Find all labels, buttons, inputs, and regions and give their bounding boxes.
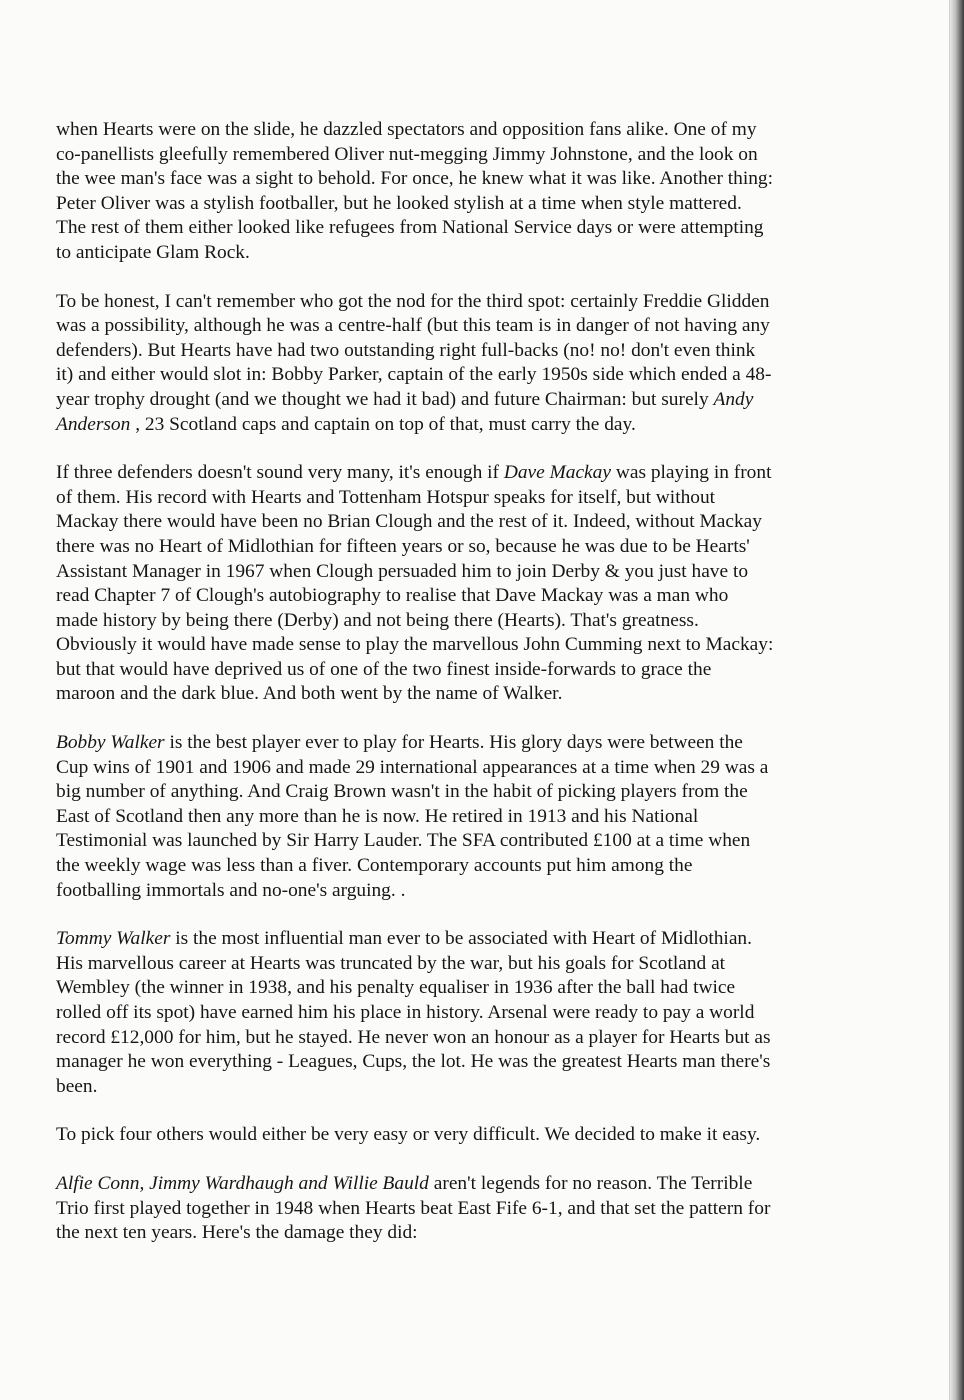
text-run: is the most influential man ever to be associated with Heart of Midlothian. — [175, 928, 752, 950]
text-run: year trophy drought (and we thought we had it bad) and future Chairman: but surely — [56, 388, 709, 410]
text-line: Wembley (the winner in 1938, and his penalty equaliser in 1936 after the ball had twice — [56, 977, 736, 999]
text-run: is the best player ever to play for Hearts. His glory days were between the — [169, 732, 743, 754]
text-line: To pick four others would either be very easy or very difficult. We decided to make it easy. — [56, 1124, 761, 1146]
text-line: the next ten years. Here's the damage they did: — [56, 1222, 418, 1244]
paragraph-tommy-walker — [56, 927, 906, 1099]
text-line: The rest of them either looked like refugees from National Service days or were attempting — [56, 217, 764, 239]
player-name-tommy-walker: Tommy Walker — [56, 928, 171, 950]
text-run: aren't legends for no reason. The Terrible — [433, 1172, 753, 1194]
text-line: defenders). But Hearts have had two outstanding right full-backs (no! no! don't even think — [56, 339, 756, 361]
text-line: Peter Oliver was a stylish footballer, but he looked stylish at a time when style mattered. — [56, 192, 742, 214]
text-line: Testimonial was launched by Sir Harry Lauder. The SFA contributed £100 at a time when — [56, 830, 751, 852]
text-line: when Hearts were on the slide, he dazzled spectators and opposition fans alike. One of my — [56, 119, 757, 140]
page-edge-shadow — [950, 0, 964, 1400]
text-line: rolled off its spot) have earned him his place in history. Arsenal were ready to pay a world — [56, 1002, 755, 1023]
text-line: of them. His record with Hearts and Tottenham Hotspur speaks for itself, but without — [56, 486, 716, 508]
paragraph-terrible-trio — [56, 1172, 906, 1246]
text-run: was playing in front — [615, 462, 772, 484]
text-line: Assistant Manager in 1967 when Clough persuaded him to join Derby & you just have to — [56, 560, 749, 582]
player-names-terrible-trio: Alfie Conn, Jimmy Wardhaugh and Willie Bauld — [56, 1172, 429, 1194]
text-run: , 23 Scotland caps and captain on top of that, must carry the day. — [135, 413, 636, 435]
text-line: Cup wins of 1901 and 1906 and made 29 international appearances at a time when 29 was a — [56, 756, 769, 778]
player-name-dave-mackay: Dave Mackay — [503, 462, 611, 484]
paragraph-peter-oliver — [56, 118, 906, 266]
text-line: big number of anything. And Craig Brown wasn't in the habit of picking players from the — [56, 781, 748, 803]
text-line: the weekly wage was less than a fiver. Contemporary accounts put him among the — [56, 855, 693, 877]
body-text — [56, 118, 906, 1270]
paragraph-bobby-walker — [56, 731, 906, 903]
paragraph-pick-four — [56, 1123, 906, 1148]
text-line: it) and either would slot in: Bobby Parker, captain of the early 1950s side which ended a 48- — [56, 364, 772, 386]
text-line: footballing immortals and no-one's arguing. . — [56, 879, 406, 901]
player-name-andy-anderson: Anderson — [56, 413, 131, 435]
text-line — [56, 1172, 906, 1197]
text-line: there was no Heart of Midlothian for fifteen years or so, because he was due to be Hearts' — [56, 535, 750, 557]
text-line: was a possibility, although he was a centre-half (but this team is in danger of not having any — [56, 315, 770, 337]
text-line: the wee man's face was a sight to behold. For once, he knew what it was like. Another thing: — [56, 168, 773, 190]
text-line — [56, 413, 906, 438]
paragraph-dave-mackay — [56, 461, 906, 707]
paragraph-third-spot — [56, 290, 906, 438]
text-line: to anticipate Glam Rock. — [56, 241, 250, 263]
text-line — [56, 927, 906, 952]
player-name-andy-anderson: Andy — [713, 388, 754, 410]
text-line: maroon and the dark blue. And both went by the name of Walker. — [56, 683, 563, 705]
text-line: Mackay there would have been no Brian Clough and the rest of it. Indeed, without Mackay — [56, 511, 762, 533]
text-line: made history by being there (Derby) and not being there (Hearts). That's greatness. — [56, 609, 699, 631]
text-line: Trio first played together in 1948 when Hearts beat East Fife 6-1, and that set the pattern for — [56, 1197, 771, 1219]
text-line: To be honest, I can't remember who got the nod for the third spot: certainly Freddie Glidden — [56, 290, 770, 312]
text-line: Obviously it would have made sense to play the marvellous John Cumming next to Mackay: — [56, 634, 774, 656]
text-line: but that would have deprived us of one of the two finest inside-forwards to grace the — [56, 658, 712, 680]
text-line: read Chapter 7 of Clough's autobiography to realise that Dave Mackay was a man who — [56, 585, 729, 607]
text-line: record £12,000 for him, but he stayed. He never won an honour as a player for Hearts but as — [56, 1026, 771, 1048]
text-line: co-panellists gleefully remembered Oliver nut-megging Jimmy Johnstone, and the look on — [56, 143, 758, 165]
text-line — [56, 388, 906, 413]
text-line: His marvellous career at Hearts was truncated by the war, but his goals for Scotland at — [56, 952, 726, 974]
text-line — [56, 731, 906, 756]
text-run: If three defenders doesn't sound very many, it's enough if — [56, 462, 499, 484]
text-line: been. — [56, 1075, 98, 1097]
text-line: manager he won everything - Leagues, Cups, the lot. He was the greatest Hearts man there's — [56, 1051, 771, 1073]
text-line: East of Scotland then any more than he is now. He retired in 1913 and his National — [56, 805, 699, 827]
text-line — [56, 461, 906, 486]
player-name-bobby-walker: Bobby Walker — [56, 732, 165, 754]
